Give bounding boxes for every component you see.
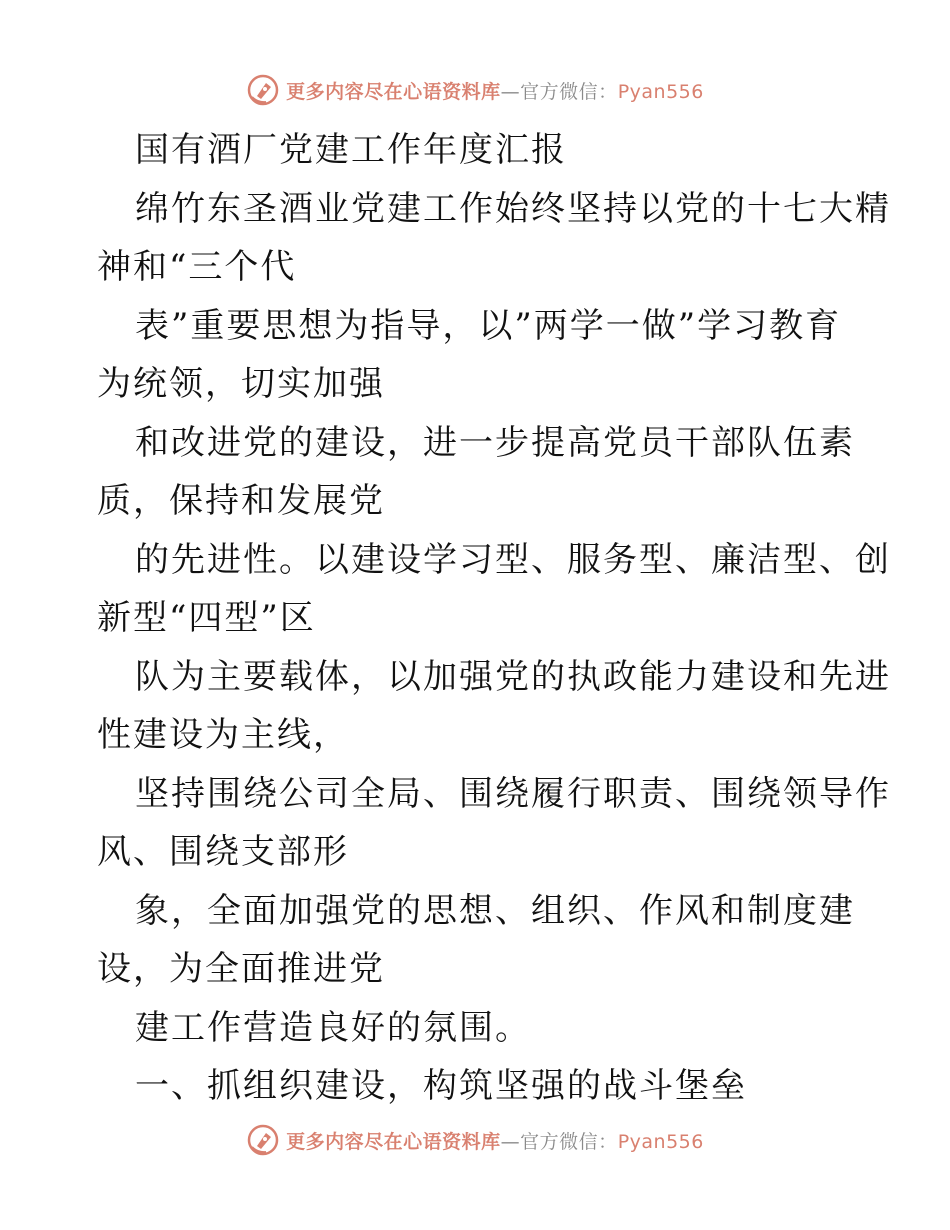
watermark-wechat-id: Pyan556 bbox=[617, 1130, 704, 1153]
document-body bbox=[97, 121, 891, 1116]
paragraph-line: 表”重要思想为指导，以”两学一做”学习教育 bbox=[135, 305, 842, 346]
paragraph-line: 神和“三个代 bbox=[97, 247, 297, 287]
document-title: 国有酒厂党建工作年度汇报 bbox=[135, 130, 567, 170]
watermark-text bbox=[286, 1127, 704, 1154]
watermark-separator: —官方微信： bbox=[500, 80, 618, 103]
watermark-wechat-id: Pyan556 bbox=[617, 80, 704, 103]
paragraph-line: 新型“四型”区 bbox=[97, 598, 316, 638]
watermark-text bbox=[286, 77, 704, 104]
watermark-promo: 更多内容尽在心语资料库 bbox=[286, 80, 501, 103]
paragraph-line: 性建设为主线， bbox=[97, 715, 349, 755]
paragraph-line: 质，保持和发展党 bbox=[97, 481, 385, 521]
paragraph-line: 绵竹东圣酒业党建工作始终坚持以党的十七大精 bbox=[135, 188, 891, 229]
watermark-promo: 更多内容尽在心语资料库 bbox=[286, 1130, 501, 1153]
header-watermark-banner bbox=[0, 70, 950, 110]
paragraph-line: 建工作营造良好的氛围。 bbox=[135, 1007, 531, 1048]
paragraph-line: 坚持围绕公司全局、围绕履行职责、围绕领导作 bbox=[135, 773, 891, 814]
pen-nib-logo-icon bbox=[246, 1123, 280, 1157]
section-heading: 一、抓组织建设，构筑坚强的战斗堡垒 bbox=[135, 1066, 747, 1106]
paragraph-line: 和改进党的建设，进一步提高党员干部队伍素 bbox=[135, 422, 855, 463]
watermark-separator: —官方微信： bbox=[500, 1130, 618, 1153]
paragraph-line: 为统领，切实加强 bbox=[97, 364, 385, 404]
paragraph-line: 的先进性。以建设学习型、服务型、廉洁型、创 bbox=[135, 539, 891, 580]
paragraph-line: 风、围绕支部形 bbox=[97, 832, 349, 872]
footer-watermark-banner bbox=[0, 1120, 950, 1160]
pen-nib-logo-icon bbox=[246, 73, 280, 107]
paragraph-line: 设，为全面推进党 bbox=[97, 949, 385, 989]
paragraph-line: 象，全面加强党的思想、组织、作风和制度建 bbox=[135, 890, 855, 931]
paragraph-line: 队为主要载体，以加强党的执政能力建设和先进 bbox=[135, 656, 891, 697]
